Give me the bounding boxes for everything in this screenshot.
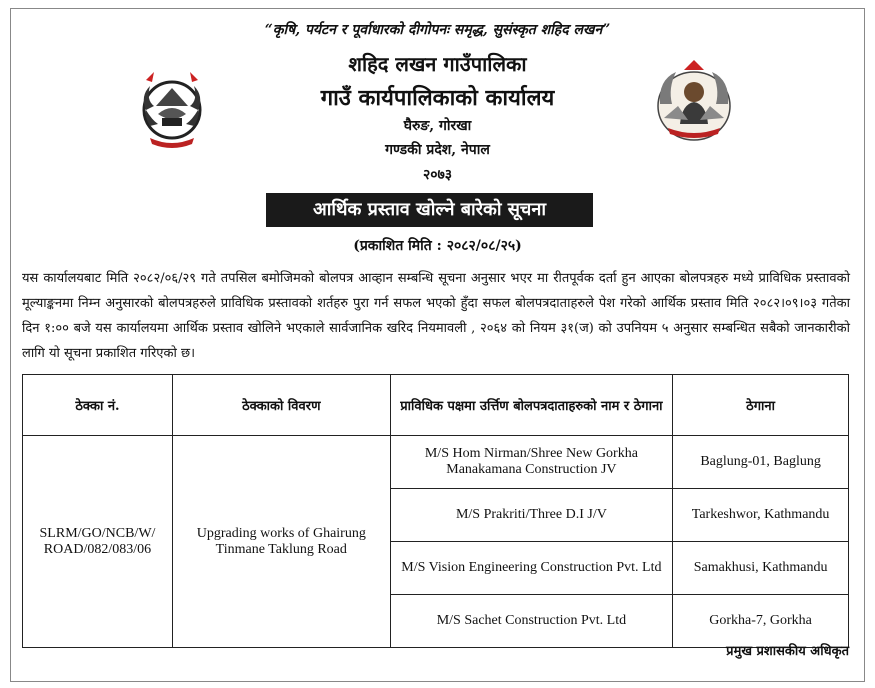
notice-title-banner: आर्थिक प्रस्ताव खोल्ने बारेको सूचना: [266, 193, 593, 227]
bidder-address: Tarkeshwor, Kathmandu: [673, 489, 849, 542]
notice-body: यस कार्यालयबाट मिति २०८२/०६/२९ गते तपसिल बमोजिमको बोलपत्र आव्हान सम्बन्धि सूचना अनुसार भएर मा रीतपूर्वक दर्ता हुन आएका बोलपत्रहरु मध्ये प्राविधिक प्रस्तावको मूल्याङ्कनमा निम्न अनुसारको बोलपत्रहरुले प्राविधिक प्रस्तावको शर्तहरु पुरा गर्न सफल भएको हुँदा सफल बोलपत्रदाताहरुले पेश गरेको आर्थिक प्रस्ताव मिति २०८२।०९।०३ गतेका दिन १:०० बजे यस कार्यालयमा आर्थिक प्रस्ताव खोलिने भएकाले सार्वजानिक खरिद नियमावली , २०६४ को नियम ३१(ज) को उपनियम ५ अनुसार सम्बन्धित सबैको जानकारीको लागि यो सूचना प्रकाशित गरिएको छ।: [22, 271, 850, 361]
bidder-name: M/S Prakriti/Three D.I J/V: [390, 489, 673, 542]
slogan: “कृषि, पर्यटन र पूर्वाधारको दीगोपनः समृद्ध, सुसंस्कृत शहिद लखन”: [264, 22, 611, 38]
address-line-1: घैरुङ, गोरखा: [403, 118, 472, 134]
bidder-address: Baglung-01, Baglung: [673, 436, 849, 489]
header-contract-no: ठेक्का नं.: [23, 375, 173, 436]
contract-number: SLRM/GO/NCB/W/ ROAD/082/083/06: [23, 436, 173, 648]
table-header-row: [23, 375, 849, 436]
office-title: गाउँ कार्यपालिकाको कार्यालय: [320, 85, 555, 111]
bidders-table: [22, 374, 849, 648]
bidder-address: Gorkha-7, Gorkha: [673, 595, 849, 648]
contract-description: Upgrading works of Ghairung Tinmane Taklung Road: [172, 436, 390, 648]
bidder-name: M/S Vision Engineering Construction Pvt. Ltd: [390, 542, 673, 595]
bidder-address: Samakhusi, Kathmandu: [673, 542, 849, 595]
address-line-2: गण्डकी प्रदेश, नेपाल: [385, 142, 490, 158]
office-name: शहिद लखन गाउँपालिका: [348, 52, 527, 76]
header-description: ठेक्काको विवरण: [172, 375, 390, 436]
header-bidders: प्राविधिक पक्षमा उर्त्तिण बोलपत्रदाताहरुको नाम र ठेगाना: [390, 375, 673, 436]
bidder-name: M/S Hom Nirman/Shree New Gorkha Manakamana Construction JV: [390, 436, 673, 489]
signatory-title: प्रमुख प्रशासकीय अधिकृत: [726, 644, 849, 659]
bidder-name: M/S Sachet Construction Pvt. Ltd: [390, 595, 673, 648]
table-row: [23, 436, 849, 489]
header-address: ठेगाना: [673, 375, 849, 436]
published-date: (प्रकाशित मिति : २०८२/०८/२५): [353, 238, 522, 254]
established-year: २०७३: [422, 167, 453, 183]
